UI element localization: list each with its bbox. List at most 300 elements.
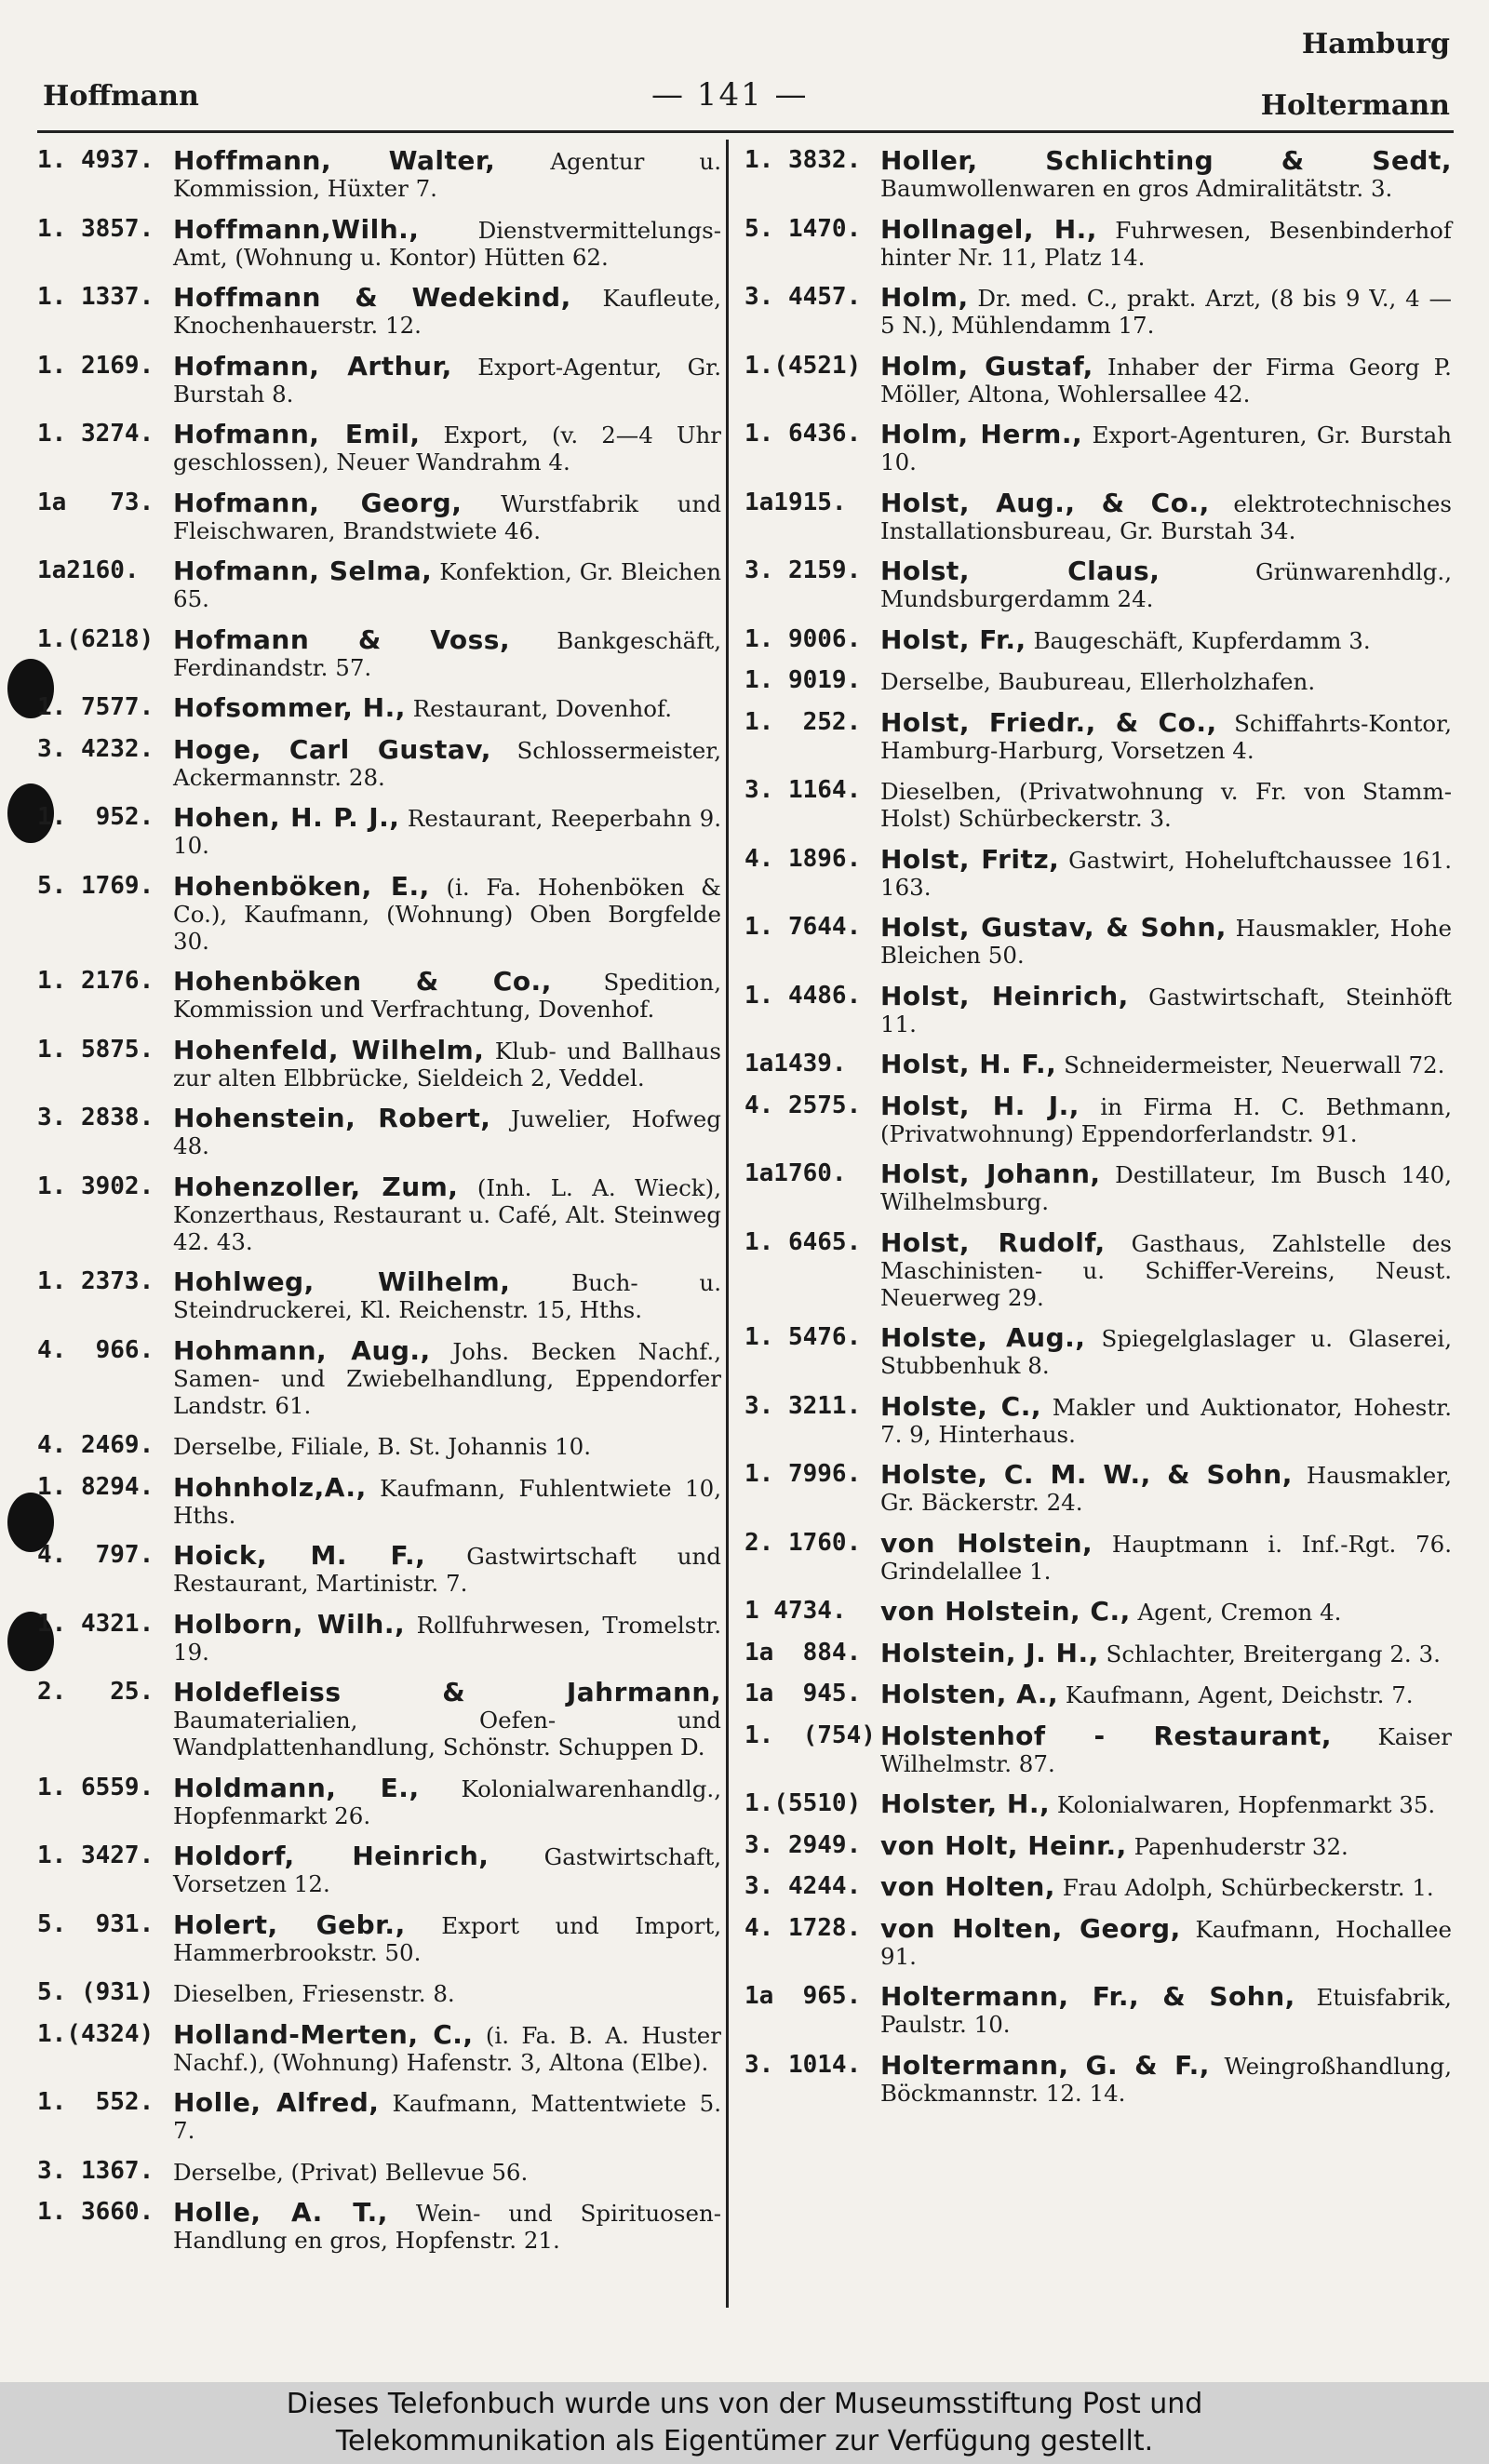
subscriber-details: Dienstvermittelungs-Amt, (Wohnung u. Kontor) Hütten 62.: [173, 216, 721, 271]
subscriber-name: Holster, H.,: [880, 1788, 1051, 1819]
subscriber-name: Holm, Herm.,: [880, 419, 1083, 449]
subscriber-details: Papenhuderstr 32.: [1134, 1832, 1348, 1860]
directory-entry: [37, 870, 721, 955]
subscriber-details: Grünwarenhdlg., Mundsburgerdamm 24.: [880, 558, 1452, 612]
entry-text: [880, 706, 1452, 764]
entry-text: [173, 1774, 721, 1829]
subscriber-name: von Holten, Georg,: [880, 1912, 1181, 1944]
subscriber-details: Baumaterialien, Oefen- und Wandplattenhandlung, Schönstr. Schuppen D.: [173, 1707, 721, 1761]
entry-text: [880, 1324, 1452, 1379]
footer-note: [0, 2382, 1489, 2464]
entry-text: [880, 1790, 1452, 1818]
directory-entry: [37, 1105, 721, 1159]
phone-number: 4. 1728.: [744, 1913, 862, 1942]
directory-entry: [37, 213, 721, 271]
subscriber-name: Hohlweg, Wilhelm,: [173, 1266, 511, 1297]
phone-number: 4. 2575.: [744, 1091, 862, 1119]
phone-number: 1. 9006.: [744, 624, 862, 653]
entry-text: [173, 1034, 721, 1091]
entry-text: [173, 804, 721, 859]
phone-number: 1. 2373.: [37, 1267, 154, 1295]
directory-entry: [37, 1842, 721, 1897]
directory-entry: [744, 1051, 1452, 1078]
right-running-head: Holtermann: [1260, 89, 1450, 122]
subscriber-name: Hoick, M. F.,: [173, 1540, 426, 1571]
subscriber-name: Hohnholz,A.,: [173, 1471, 367, 1503]
phone-number: 4. 1896.: [744, 844, 862, 873]
subscriber-details: Schiffahrts-Kontor, Hamburg-Harburg, Vorsetzen 4.: [880, 709, 1452, 764]
right-column: [744, 147, 1452, 2120]
entry-text: [173, 1679, 721, 1761]
directory-entry: [744, 1092, 1452, 1147]
phone-number: 1. 7996.: [744, 1460, 862, 1488]
subscriber-name: Hofsommer, H.,: [173, 692, 406, 723]
entry-text: [880, 914, 1452, 969]
left-running-head: Hoffmann: [43, 80, 199, 113]
entry-text: [173, 421, 721, 475]
directory-entry: [744, 421, 1452, 475]
subscriber-details: Buch- u. Steindruckerei, Kl. Reichenstr. 15, Hths.: [173, 1269, 721, 1323]
directory-entry: [744, 1527, 1452, 1585]
entry-text: [173, 2018, 721, 2076]
directory-entry: [37, 2158, 721, 2186]
subscriber-name: Holste, C. M. W., & Sohn,: [880, 1459, 1293, 1490]
subscriber-details: Export, (v. 2—4 Uhr geschlossen), Neuer Wandrahm 4.: [173, 422, 721, 475]
subscriber-details: Schneidermeister, Neuerwall 72.: [1064, 1051, 1445, 1078]
subscriber-details: Inhaber der Firma Georg P. Möller, Altona, Wohlersallee 42.: [880, 353, 1452, 408]
entry-text: [880, 623, 1452, 655]
phone-number: 3. 1164.: [744, 776, 862, 804]
subscriber-name: Holstein, J. H.,: [880, 1637, 1099, 1668]
subscriber-name: Holm,: [880, 282, 969, 313]
subscriber-details: Wein- und Spirituosen-Handlung en gros, Hopfenstr. 21.: [173, 2200, 721, 2254]
subscriber-name: Holdefleiss & Jahrmann,: [173, 1677, 721, 1707]
directory-entry: [37, 2089, 721, 2144]
directory-entry: [744, 980, 1452, 1038]
column-divider: [726, 140, 729, 2308]
subscriber-name: Holst, Johann,: [880, 1158, 1101, 1189]
phone-number: 1a 73.: [37, 488, 154, 516]
directory-entry: [744, 667, 1452, 695]
phone-number: 1. 6465.: [744, 1227, 862, 1256]
subscriber-name: Hoge, Carl Gustav,: [173, 733, 491, 765]
entry-text: [173, 1471, 721, 1529]
subscriber-name: Hohenböken & Co.,: [173, 966, 552, 997]
entry-text: [173, 284, 721, 339]
subscriber-details: Export-Agentur, Gr. Burstah 8.: [173, 353, 721, 408]
entry-text: [173, 1542, 721, 1597]
phone-number: 3. 2949.: [744, 1830, 862, 1859]
subscriber-name: Holsten, A.,: [880, 1679, 1059, 1709]
entry-text: [880, 1829, 1452, 1861]
subscriber-details: (i. Fa. B. A. Huster Nachf.), (Wohnung) Hafenstr. 3, Altona (Elbe).: [173, 2021, 721, 2076]
entry-text: [173, 2089, 721, 2144]
directory-entry: [744, 489, 1452, 544]
entry-text: [880, 1527, 1452, 1585]
phone-number: 1. 1337.: [37, 283, 154, 311]
phone-number: 1. 3427.: [37, 1841, 154, 1869]
subscriber-details: Export und Import, Hammerbrookstr. 50.: [173, 1911, 721, 1966]
subscriber-name: Hohenböken, E.,: [173, 870, 430, 902]
entry-text: [880, 1912, 1452, 1970]
entry-text: [173, 489, 721, 544]
entry-text: [173, 1608, 721, 1666]
phone-number: 2. 25.: [37, 1678, 154, 1706]
entry-text: [173, 2158, 721, 2186]
phone-number: 1. 3832.: [744, 146, 862, 174]
phone-number: 1a1760.: [744, 1159, 847, 1187]
phone-number: 1. 4937.: [37, 146, 154, 174]
phone-number: 4. 797.: [37, 1541, 154, 1569]
entry-text: [880, 1051, 1452, 1078]
directory-entry: [744, 350, 1452, 408]
city-header: Hamburg: [1301, 28, 1450, 60]
left-column: [37, 147, 721, 2268]
phone-number: 3. 4232.: [37, 734, 154, 763]
subscriber-details: Agentur u. Kommission, Hüxter 7.: [173, 148, 721, 202]
entry-text: [880, 350, 1452, 408]
directory-entry: [37, 733, 722, 791]
page-number: — 141 —: [651, 76, 809, 114]
subscriber-details: Kolonialwaren, Hopfenmarkt 35.: [1056, 1791, 1436, 1818]
phone-number: 1. 8294.: [37, 1472, 154, 1501]
entry-text: [880, 667, 1452, 695]
directory-entry: [37, 1979, 721, 2007]
phone-number: 3. 4457.: [744, 283, 862, 311]
subscriber-name: Hoffmann, Walter,: [173, 145, 496, 176]
subscriber-name: Hohenzoller, Zum,: [173, 1171, 459, 1202]
directory-entry: [744, 2049, 1452, 2107]
directory-entry: [744, 1912, 1452, 1970]
directory-entry: [744, 1324, 1452, 1379]
directory-entry: [744, 557, 1452, 612]
subscriber-name: Holtermann, Fr., & Sohn,: [880, 1981, 1295, 2012]
phone-number: 1. 9019.: [744, 666, 862, 694]
directory-entry: [37, 147, 721, 202]
directory-entry: [744, 284, 1452, 339]
entry-text: [880, 284, 1452, 339]
directory-entry: [37, 1034, 721, 1091]
subscriber-name: Holler, Schlichting & Sedt,: [880, 145, 1452, 176]
entry-text: [173, 350, 721, 408]
entry-text: [173, 147, 721, 202]
subscriber-details: Juwelier, Hofweg 48.: [173, 1105, 721, 1159]
subscriber-name: Holland-Merten, C.,: [173, 2018, 474, 2050]
subscriber-details: Frau Adolph, Schürbeckerstr. 1.: [1062, 1874, 1434, 1901]
subscriber-details: Hausmakler, Gr. Bäckerstr. 24.: [880, 1462, 1452, 1516]
directory-entry: [37, 350, 721, 408]
entry-text: [880, 980, 1452, 1038]
phone-number: 1a 884.: [744, 1638, 862, 1667]
subscriber-name: Holdorf, Heinrich,: [173, 1841, 490, 1871]
entry-text: [880, 1598, 1452, 1626]
phone-number: 5. (931): [37, 1978, 154, 2006]
subscriber-details: in Firma H. C. Bethmann, (Privatwohnung) Eppendorferlandstr. 91.: [880, 1092, 1452, 1147]
phone-number: 2. 1760.: [744, 1528, 862, 1557]
directory-entry: [744, 1160, 1452, 1215]
phone-number: 3. 2159.: [744, 556, 862, 584]
phone-number: 1a2160.: [37, 556, 140, 584]
phone-number: 1. 2169.: [37, 351, 154, 380]
subscriber-details: Baugeschäft, Kupferdamm 3.: [1033, 626, 1371, 654]
subscriber-name: Hollnagel, H.,: [880, 213, 1097, 245]
subscriber-details: Konfektion, Gr. Bleichen 65.: [173, 558, 721, 612]
subscriber-name: Hoffmann & Wedekind,: [173, 282, 571, 313]
entry-text: [880, 1092, 1452, 1147]
subscriber-details: Bankgeschäft, Ferdinandstr. 57.: [173, 626, 721, 681]
subscriber-name: Holst, Heinrich,: [880, 980, 1129, 1011]
entry-text: [173, 870, 721, 955]
entry-text: [880, 421, 1452, 475]
subscriber-details: Schlachter, Breitergang 2. 3.: [1106, 1640, 1441, 1667]
entry-text: [173, 1432, 721, 1460]
subscriber-details: Kaufleute, Knochenhauerstr. 12.: [173, 285, 721, 339]
entry-text: [880, 213, 1452, 271]
entry-text: [173, 1842, 721, 1897]
subscriber-name: Holst, H. F.,: [880, 1049, 1057, 1079]
directory-entry: [37, 1173, 721, 1255]
entry-text: [173, 623, 721, 681]
entry-text: [880, 1681, 1452, 1708]
subscriber-name: Holert, Gebr.,: [173, 1908, 406, 1940]
subscriber-name: Holst, Fritz,: [880, 843, 1060, 875]
entry-text: [880, 1390, 1452, 1448]
subscriber-details: Rollfuhrwesen, Tromelstr. 19.: [173, 1611, 721, 1666]
subscriber-name: Hohmann, Aug.,: [173, 1334, 431, 1366]
subscriber-details: Kaiser Wilhelmstr. 87.: [880, 1722, 1452, 1777]
phone-number: 1. 5875.: [37, 1035, 154, 1064]
phone-number: 1. 2176.: [37, 967, 154, 995]
subscriber-name: Holle, Alfred,: [173, 2087, 380, 2118]
subscriber-details: Kaufmann, Mattentwiete 5. 7.: [173, 2090, 721, 2144]
subscriber-details: Gasthaus, Zahlstelle des Maschinisten- u. Schiffer-Vereins, Neust. Neuerweg 29.: [880, 1229, 1452, 1311]
subscriber-name: von Holstein,: [880, 1527, 1093, 1559]
directory-entry: [37, 1432, 721, 1460]
subscriber-details: Gastwirtschaft und Restaurant, Martinistr. 7.: [173, 1543, 721, 1597]
phone-number: 3. 2838.: [37, 1104, 154, 1132]
subscriber-name: Holborn, Wilh.,: [173, 1608, 406, 1640]
subscriber-name: Holst, Gustav, & Sohn,: [880, 912, 1227, 943]
subscriber-details: Weingroßhandlung, Böckmannstr. 12. 14.: [880, 2052, 1452, 2107]
subscriber-name: Holstenhof - Restaurant,: [880, 1720, 1333, 1751]
entry-text: [880, 147, 1452, 202]
entry-text: [880, 1160, 1452, 1215]
phone-number: 4. 2469.: [37, 1431, 154, 1459]
subscriber-name: Holst, Friedr., & Co.,: [880, 706, 1217, 738]
subscriber-details: Dr. med. C., prakt. Arzt, (8 bis 9 V., 4 — 5 N.), Mühlendamm 17.: [880, 285, 1452, 339]
phone-number: 3. 3211.: [744, 1391, 862, 1420]
subscriber-name: Holtermann, G. & F.,: [880, 2049, 1210, 2081]
subscriber-details: Kaufmann, Hochallee 91.: [880, 1915, 1452, 1970]
directory-entry: [37, 694, 721, 722]
phone-number: 1a1439.: [744, 1050, 847, 1078]
directory-entry: [37, 1542, 721, 1597]
subscriber-details: elektrotechnisches Installationsbureau, Gr. Burstah 34.: [880, 489, 1452, 544]
subscriber-name: Hohenfeld, Wilhelm,: [173, 1034, 485, 1065]
subscriber-name: Holle, A. T.,: [173, 2197, 388, 2228]
directory-entry: [37, 1471, 721, 1529]
subscriber-name: Hofmann, Georg,: [173, 487, 463, 518]
directory-entry: [37, 968, 721, 1023]
subscriber-details: Export-Agenturen, Gr. Burstah 10.: [880, 422, 1452, 475]
phone-number: 1.(5510): [744, 1789, 862, 1817]
subscriber-details: Spiegelglaslager u. Glaserei, Stubbenhuk 8.: [880, 1325, 1452, 1379]
subscriber-details: Destillateur, Im Busch 140, Wilhelmsburg.: [880, 1161, 1452, 1215]
entry-text: [173, 1268, 721, 1323]
directory-entry: [744, 1598, 1452, 1626]
entry-text: [173, 1105, 721, 1159]
subscriber-name: Hohen, H. P. J.,: [173, 802, 400, 833]
subscriber-details: Wurstfabrik und Fleischwaren, Brandstwiete 46.: [173, 489, 721, 544]
phone-number: 3. 4244.: [744, 1872, 862, 1900]
directory-entry: [744, 843, 1453, 901]
subscriber-details: Spedition, Kommission und Verfrachtung, Dovenhof.: [173, 969, 721, 1023]
entry-text: [173, 733, 722, 791]
subscriber-name: von Holt, Heinr.,: [880, 1829, 1127, 1861]
subscriber-name: Holst, Fr.,: [880, 623, 1026, 655]
directory-entry: [37, 2018, 721, 2076]
directory-entry: [37, 804, 721, 859]
header-rule: [37, 130, 1454, 133]
subscriber-name: von Holstein, C.,: [880, 1596, 1131, 1627]
subscriber-name: Holst, H. J.,: [880, 1090, 1080, 1121]
directory-entry: [744, 1226, 1452, 1311]
subscriber-name: Hofmann, Selma,: [173, 556, 433, 586]
subscriber-details: Gastwirtschaft, Vorsetzen 12.: [173, 1843, 721, 1897]
phone-number: 1. 3857.: [37, 214, 154, 243]
entry-text: [173, 1979, 721, 2007]
phone-number: 5. 931.: [37, 1909, 154, 1938]
entry-text: [880, 1722, 1452, 1777]
phone-number: 1. 4486.: [744, 981, 862, 1010]
directory-entry: [744, 777, 1452, 832]
subscriber-details: Hausmakler, Hohe Bleichen 50.: [880, 915, 1452, 969]
directory-entry: [37, 1774, 721, 1829]
phone-number: 1.(6218): [37, 624, 154, 653]
phone-number: 1 4734.: [744, 1597, 847, 1625]
directory-entry: [744, 1681, 1452, 1708]
subscriber-details: Baumwollenwaren en gros Admiralitätstr. 3.: [880, 175, 1393, 202]
subscriber-name: Holdmann, E.,: [173, 1772, 420, 1803]
phone-number: 1.(4521): [744, 351, 862, 380]
entry-text: [880, 1461, 1452, 1516]
subscriber-details: Gastwirtschaft, Steinhöft 11.: [880, 983, 1452, 1038]
entry-text: [880, 1226, 1452, 1311]
phone-number: 5. 1769.: [37, 871, 154, 900]
subscriber-name: Hofmann & Voss,: [173, 623, 511, 655]
phone-number: 1. 7644.: [744, 913, 862, 941]
subscriber-details: (i. Fa. Hohenböken & Co.), Kaufmann, (Wohnung) Oben Borgfelde 30.: [173, 873, 721, 955]
entry-text: [173, 557, 721, 612]
phone-number: 1. (754): [744, 1721, 876, 1749]
subscriber-name: Holst, Aug., & Co.,: [880, 487, 1210, 518]
entry-text: [880, 1983, 1452, 2038]
directory-entry: [37, 2199, 721, 2254]
phone-number: 1. 3902.: [37, 1172, 154, 1200]
directory-entry: [744, 1983, 1452, 2038]
directory-entry: [37, 1608, 721, 1666]
subscriber-details: Restaurant, Reeperbahn 9. 10.: [173, 805, 722, 859]
directory-entry: [744, 706, 1452, 764]
directory-entry: [37, 489, 721, 544]
subscriber-details: Dieselben, (Privatwohnung v. Fr. von Stamm-Holst) Schürbeckerstr. 3.: [880, 778, 1452, 832]
phone-number: 1. 3274.: [37, 420, 154, 448]
directory-entry: [37, 284, 721, 339]
phone-number: 5. 1470.: [744, 214, 862, 243]
phone-number: 1. 3660.: [37, 2198, 154, 2226]
entry-text: [173, 2199, 721, 2254]
subscriber-name: Hohenstein, Robert,: [173, 1103, 491, 1133]
phone-number: 1.(4324): [37, 2019, 154, 2048]
entry-text: [880, 1637, 1452, 1668]
subscriber-name: Holst, Claus,: [880, 556, 1160, 586]
phone-number: 1. 5476.: [744, 1323, 862, 1351]
subscriber-details: Restaurant, Dovenhof.: [412, 695, 672, 722]
subscriber-details: (Inh. L. A. Wieck), Konzerthaus, Restaurant u. Café, Alt. Steinweg 42. 43.: [173, 1173, 722, 1255]
phone-number: 1a1915.: [744, 488, 847, 516]
phone-number: 1. 6436.: [744, 420, 862, 448]
entry-text: [173, 1334, 721, 1419]
entry-text: [880, 557, 1452, 612]
phone-number: 3. 1014.: [744, 2050, 862, 2079]
directory-entry: [744, 1829, 1452, 1861]
subscriber-details: Derselbe, Filiale, B. St. Johannis 10.: [173, 1433, 592, 1460]
directory-entry: [744, 213, 1452, 271]
directory-entry: [744, 914, 1452, 969]
directory-entry: [37, 1334, 721, 1419]
directory-entry: [37, 557, 721, 612]
entry-text: [880, 489, 1452, 544]
subscriber-name: Holste, C.,: [880, 1390, 1041, 1422]
subscriber-name: Hofmann, Arthur,: [173, 350, 452, 382]
directory-entry: [744, 623, 1452, 655]
subscriber-name: Hoffmann,Wilh.,: [173, 213, 420, 245]
directory-entry: [744, 1790, 1452, 1818]
entry-text: [173, 1908, 721, 1966]
subscriber-name: Holst, Rudolf,: [880, 1226, 1106, 1258]
subscriber-name: von Holten,: [880, 1871, 1055, 1902]
subscriber-details: Gastwirt, Hoheluftchaussee 161. 163.: [880, 846, 1453, 901]
phone-number: 1. 6559.: [37, 1773, 154, 1801]
entry-text: [880, 777, 1452, 832]
subscriber-details: Derselbe, (Privat) Bellevue 56.: [173, 2158, 529, 2186]
phone-number: 1. 552.: [37, 2088, 154, 2116]
entry-text: [880, 2049, 1452, 2107]
phone-number: 1. 952.: [37, 803, 154, 831]
subscriber-name: Hofmann, Emil,: [173, 419, 421, 449]
phone-number: 3. 1367.: [37, 2156, 154, 2185]
entry-text: [173, 968, 721, 1023]
subscriber-details: Hauptmann i. Inf.-Rgt. 76. Grindelallee 1.: [880, 1530, 1452, 1585]
phone-number: 1a 945.: [744, 1680, 862, 1707]
directory-entry: [37, 1908, 721, 1966]
subscriber-details: Agent, Cremon 4.: [1137, 1599, 1342, 1626]
footer-line-1: Dieses Telefonbuch wurde uns von der Museumsstiftung Post und: [286, 2388, 1203, 2420]
phone-number: 1. 4321.: [37, 1609, 154, 1638]
subscriber-details: Schlossermeister, Ackermannstr. 28.: [173, 736, 722, 791]
subscriber-details: Fuhrwesen, Besenbinderhof hinter Nr. 11, Platz 14.: [880, 216, 1452, 271]
directory-entry: [37, 1268, 721, 1323]
directory-entry: [744, 1637, 1452, 1668]
entry-text: [880, 1873, 1452, 1901]
directory-entry: [744, 147, 1452, 202]
subscriber-name: Holste, Aug.,: [880, 1322, 1086, 1353]
footer-line-2: Telekommunikation als Eigentümer zur Verfügung gestellt.: [335, 2425, 1154, 2457]
entry-text: [880, 843, 1453, 901]
subscriber-details: Dieselben, Friesenstr. 8.: [173, 1980, 455, 2007]
entry-text: [173, 694, 721, 722]
subscriber-details: Johs. Becken Nachf., Samen- und Zwiebelhandlung, Eppendorfer Landstr. 61.: [173, 1337, 721, 1419]
